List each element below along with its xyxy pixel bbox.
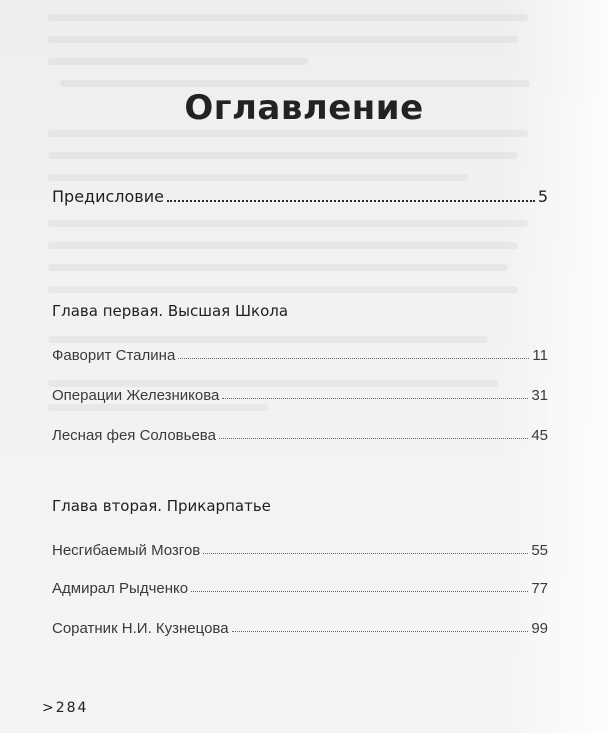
dot-leader: [167, 200, 535, 202]
toc-entry-preface[interactable]: [52, 180, 548, 206]
bleed-through-line: [48, 404, 268, 411]
toc-entry-label: Соратник Н.И. Кузнецова: [52, 620, 229, 637]
toc-entry-page-number: 55: [531, 542, 548, 559]
dot-leader: [222, 398, 528, 399]
chapter-heading: Глава вторая. Прикарпатье: [52, 497, 271, 515]
toc-entry-label: Фаворит Сталина: [52, 347, 176, 364]
bleed-through-line: [48, 58, 308, 65]
bleed-through-line: [60, 80, 530, 87]
bleed-through-line: [48, 286, 518, 293]
toc-entry-label: Операции Железникова: [52, 387, 220, 404]
toc-entry[interactable]: [52, 571, 548, 597]
toc-entry[interactable]: [52, 338, 548, 364]
toc-entry-page-number: 45: [531, 427, 548, 444]
toc-entry[interactable]: [52, 378, 548, 404]
toc-entry-page-number: 99: [531, 620, 548, 637]
chapter-heading: Глава первая. Высшая Школа: [52, 302, 289, 320]
toc-entry-label: Несгибаемый Мозгов: [52, 542, 201, 559]
bleed-through-line: [48, 220, 528, 227]
dot-leader: [219, 438, 528, 439]
dot-leader: [203, 553, 528, 554]
bleed-through-line: [48, 130, 528, 137]
bleed-through-line: [48, 152, 518, 159]
toc-entry-page-number: 11: [532, 347, 548, 364]
toc-entry[interactable]: [52, 533, 548, 559]
toc-entry[interactable]: [52, 418, 548, 444]
bleed-through-line: [48, 14, 528, 21]
toc-entry-label: Лесная фея Соловьева: [52, 427, 216, 444]
dot-leader: [178, 358, 529, 359]
bleed-through-line: [48, 36, 518, 43]
toc-entry-page-number: 31: [531, 387, 548, 404]
toc-entry[interactable]: [52, 611, 548, 637]
dot-leader: [191, 591, 528, 592]
toc-entry-label: Предисловие: [52, 187, 164, 206]
bleed-through-line: [48, 242, 518, 249]
toc-entry-page-number: 5: [537, 187, 548, 206]
page-title: Оглавление: [184, 88, 424, 128]
toc-entry-page-number: 77: [531, 580, 548, 597]
page-number: >284: [42, 700, 89, 716]
dot-leader: [232, 631, 529, 632]
bleed-through-line: [48, 264, 508, 271]
toc-entry-label: Адмирал Рыдченко: [52, 580, 189, 597]
